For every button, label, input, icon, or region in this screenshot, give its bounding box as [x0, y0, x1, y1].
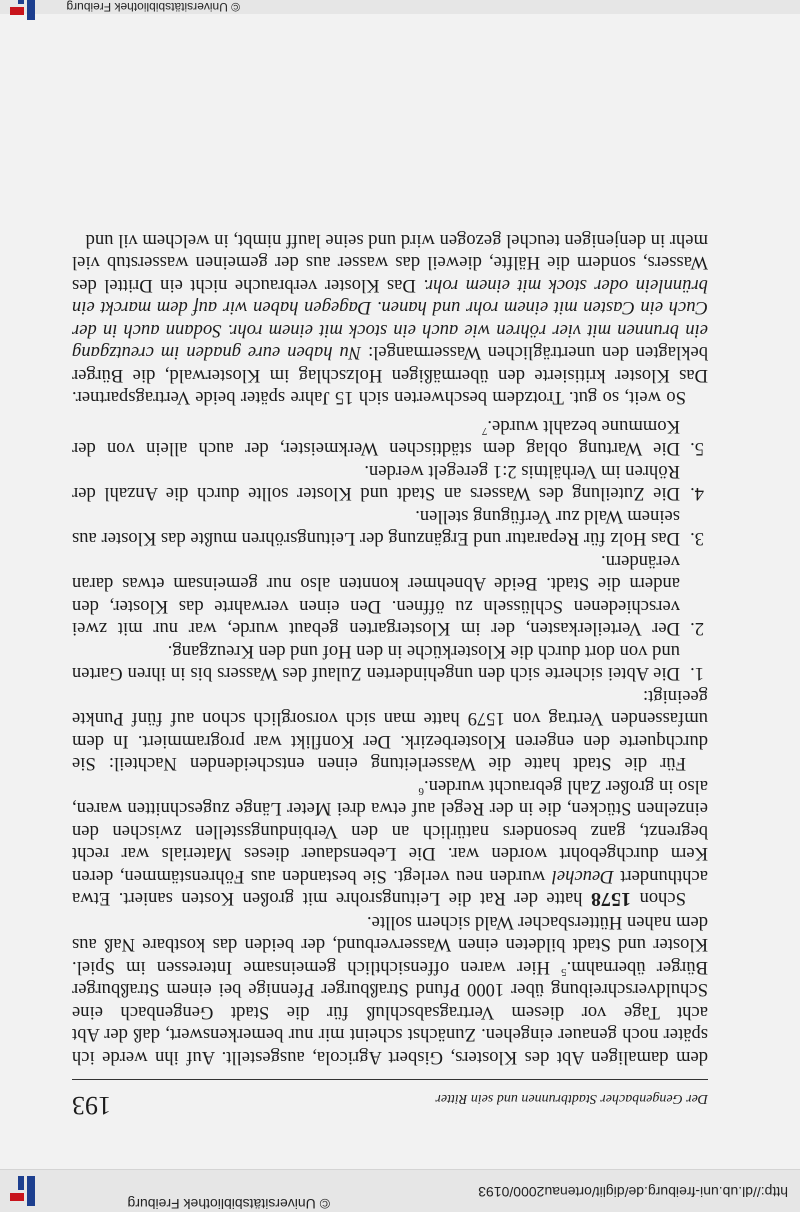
historical-quote: Nu haben eure gnaden im creutzgang ein brunnen mit vier röhren wie auch ein stock mit einem rohr. Sodann auch in der Cuch ein Casten mit einem rohr und hanen. Dagegen haben wir auf dem marckt ein brünnlein oder stock mit einem rohr. [72, 275, 708, 364]
ub-freiburg-logo-icon[interactable] [6, 1174, 42, 1210]
footnote-mark: 6 [418, 785, 425, 798]
paragraph: Für die Stadt hatte die Wasserleitung einen entscheidenden Nachteil: Sie durchquerte den engeren Klosterbezirk. Der Konflikt war programmiert. In dem umfassenden Vertrag von 1579 hatte man sich vorsorglich schon auf fünf Punkte geeinigt: [72, 686, 708, 775]
document-url[interactable]: http://dl.ub.uni-freiburg.de/diglit/ortenau2000/0193 [478, 1184, 788, 1200]
list-item: 1. Die Abtei sicherte sich den ungehinderten Zulauf des Wassers bis in ihren Garten und von dort durch die Klosterküche in den Hof und den Kreuzgang. [72, 641, 704, 685]
page-number: 193 [72, 1091, 111, 1120]
paragraph: Schon 1578 hatte der Rat die Leitungsrohre mit großen Kosten saniert. Etwa achthundert Deuchel wurden neu verlegt. Sie bestanden aus Föhrenstämmen, deren Kern durchgebohrt worden war. Die Lebensdauer dieses Materials war recht begrenzt, ganz besonders natürlich an den Verbindungsstellen zwischen den einzelnen Stücken, die in der Regel auf etwa drei Meter Länge zugeschnitten waren, also in großer Zahl gebraucht wurden.$^6$ [72, 776, 708, 911]
year-1578: 1578 [591, 888, 632, 911]
list-item: 4. Die Zuteilung des Wassers an Stadt und Kloster sollte durch die Anzahl der Röhren im Verhältnis 2:1 geregelt werden. [72, 461, 704, 505]
copyright-notice: © Universitätsbibliothek Freiburg [66, 0, 240, 14]
ub-freiburg-logo-icon[interactable] [6, 0, 42, 24]
page-header [72, 1079, 708, 1124]
footnote-mark: 7 [481, 425, 488, 438]
footnote-mark: 5 [561, 966, 567, 979]
list-item: 3. Das Holz für Reparatur und Ergänzung der Leitungsröhren mußte das Kloster aus seinem Wald zur Verfügung stellen. [72, 506, 704, 550]
treaty-points-list [72, 415, 708, 685]
list-item: 2. Der Verteilerkasten, der im Klostergarten gebaut wurde, war nur mit zwei verschiedenen Schlüsseln zu öffnen. Den einen verwahrte das Kloster, den andern die Stadt. Beide Abnehmer konnten also nur gemeinsam etwas daran verändern. [72, 551, 704, 640]
paragraph: dem damaligen Abt des Klosters, Gisbert Agricola, ausgestellt. Auf ihn werde ich später noch genauer eingehen. Zunächst scheint mir nur bemerkenswert, daß der Abt acht Tage vor diesem Vertragsabschluß für die Stadt Gengenbach eine Schuldverschreibung über 1000 Pfund Straßburger Pfennige bei einem Straßburger Bürger übernahm.$^5$ Hier waren offensichtlich gemeinsame Interessen im Spiel. Kloster und Stadt bildeten einen Wasserverbund, der beiden das kostbare Naß aus dem nahen Hüttersbacher Wald sichern sollte. [72, 912, 708, 1068]
page-body [72, 229, 708, 1069]
running-title: Der Gengenbacher Stadtbrunnen und sein Ritter [435, 1091, 708, 1106]
list-item: 5. Die Wartung oblag dem städtischen Werkmeister, der auch allein von der Kommune bezahlt wurde.$^7$ [72, 416, 704, 460]
viewer-header-bar [0, 1169, 800, 1212]
copyright-notice: © Universitätsbibliothek Freiburg [127, 1196, 330, 1212]
viewer-footer-bar [0, 0, 800, 14]
paragraph: So weit, so gut. Trotzdem beschwerten sich 15 Jahre später beide Vertragspartner. Das Kloster kritisierte den übermäßigen Holzschlag im Klosterwald, die Bürger beklagten den unerträglichen Wassermangel: Nu haben eure gnaden im creutzgang ein brunnen mit vier röhren wie auch ein stock mit einem rohr. Sodann auch in der Cuch ein Casten mit einem rohr und hanen. Dagegen haben wir auf dem marckt ein brünnlein oder stock mit einem rohr. Das Kloster verbrauche nicht ein Drittel des Wassers, sondern die Hälfte, dieweil das wasser aus der gemeinen wasserstub viel mehr in denjenigen teuchel gezogen wird und seine lauff nimbt, in welchem vil und [71, 230, 708, 409]
